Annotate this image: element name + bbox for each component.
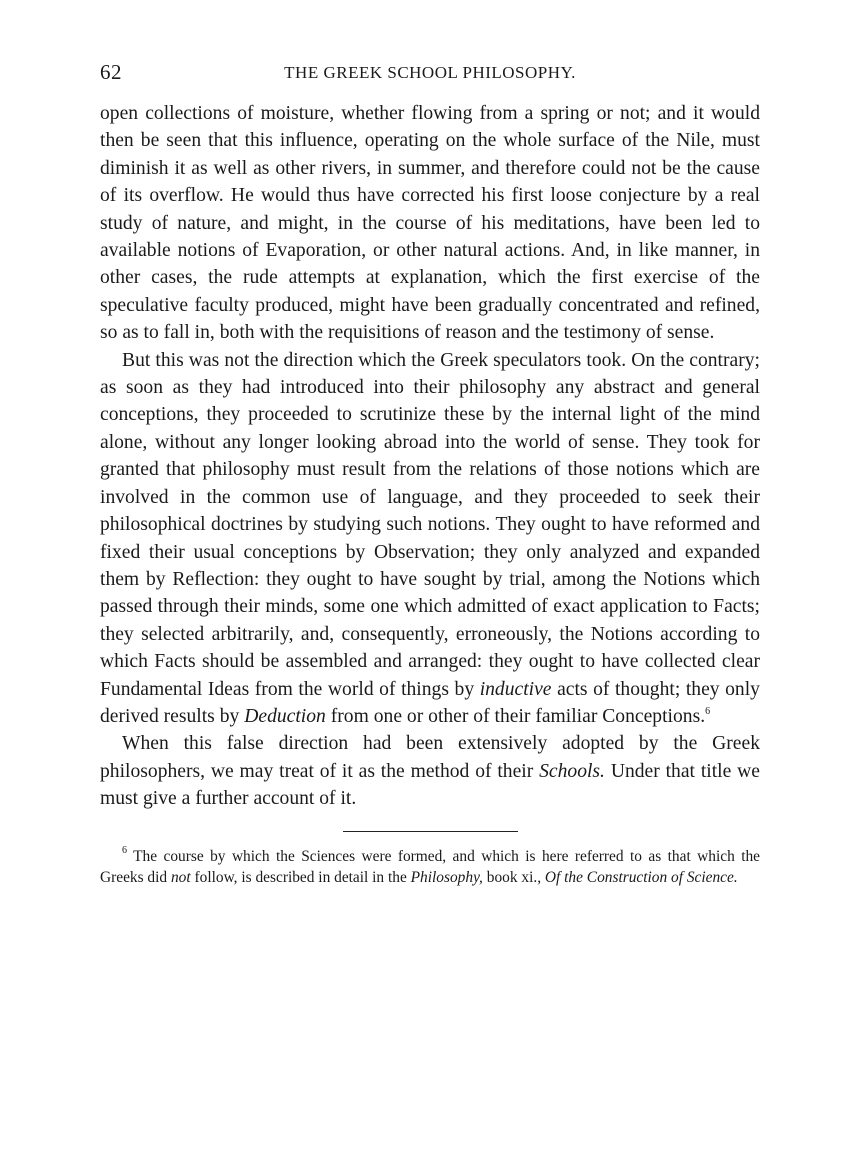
paragraph-2-text-b: acts of thought; they only derived results by (100, 678, 760, 727)
body-text (100, 100, 760, 813)
footnote-text-b: follow, is described in detail in the (194, 868, 407, 886)
book-page (100, 60, 760, 888)
paragraph-3-italic-a: Schools. (539, 760, 605, 782)
footnote-marker: 6 (122, 844, 127, 856)
paragraph-3-text-b: Under that title we must give a further account of it. (100, 760, 760, 810)
footnote-italic-a: not (170, 868, 191, 886)
paragraph-1-text: open collections of moisture, whether flowing from a spring or not; and it would then be seen that this influence, operating on the whole surface of the Nile, must diminish it as well as other rivers, in summer, and therefore could not be the cause of its overflow. He would thus have corrected his first loose conjecture by a real study of nature, and might, in the course of his meditations, have been led to available notions of Evaporation, or other natural actions. And, in like manner, in other cases, the rude attempts at explanation, which the first exercise of the speculative faculty produced, might have been gradually concentrated and refined, so as to fall in, both with the requisitions of reason and the testimony of sense. (100, 103, 760, 344)
paragraph-2-italic-a: inductive (479, 678, 552, 700)
paragraph-1 (100, 100, 760, 347)
footnote-divider (343, 831, 518, 832)
running-title: THE GREEK SCHOOL PHILOSOPHY. (284, 63, 576, 82)
page-number: 62 (100, 60, 122, 84)
paragraph-3-text-a: When this false direction had been extensively adopted by the Greek philosophers, we may treat of it as the method of their (100, 733, 760, 782)
footnote-text-a: The course by which the Sciences were formed, and which is here referred to as that which the Greeks did (100, 847, 760, 886)
footnote (100, 846, 760, 888)
footnote-italic-b: Philosophy, (410, 868, 483, 886)
paragraph-2-text-a: But this was not the direction which the Greek speculators took. On the contrary; as soon as they had introduced into their philosophy any abstract and general conceptions, they proceeded to scrutinize these by the internal light of the mind alone, without any longer looking abroad into the world of sense. They took for granted that philosophy must result from the relations of those notions which are involved in the common use of language, and they proceeded to seek their philosophical doctrines by studying such notions. They ought to have reformed and fixed their usual conceptions by Observation; they only analyzed and expanded them by Reflection: they ought to have sought by trial, among the Notions which passed through their minds, some one which admitted of exact application to Facts; they selected arbitrarily, and, consequently, erroneously, the Notions according to which Facts should be assembled and arranged: they ought to have collected clear Fundamental Ideas from the world of things by (100, 349, 760, 700)
footnote-reference: 6 (705, 705, 711, 717)
paragraph-3 (100, 730, 760, 812)
paragraph-2-italic-b: Deduction (244, 705, 326, 727)
footnote-text-c: book xi., (486, 868, 542, 886)
paragraph-2-text-c: from one or other of their familiar Conceptions. (330, 705, 706, 727)
paragraph-2 (100, 347, 760, 731)
footnote-italic-c: Of the Construction of Science. (544, 868, 738, 886)
running-head (100, 60, 760, 94)
